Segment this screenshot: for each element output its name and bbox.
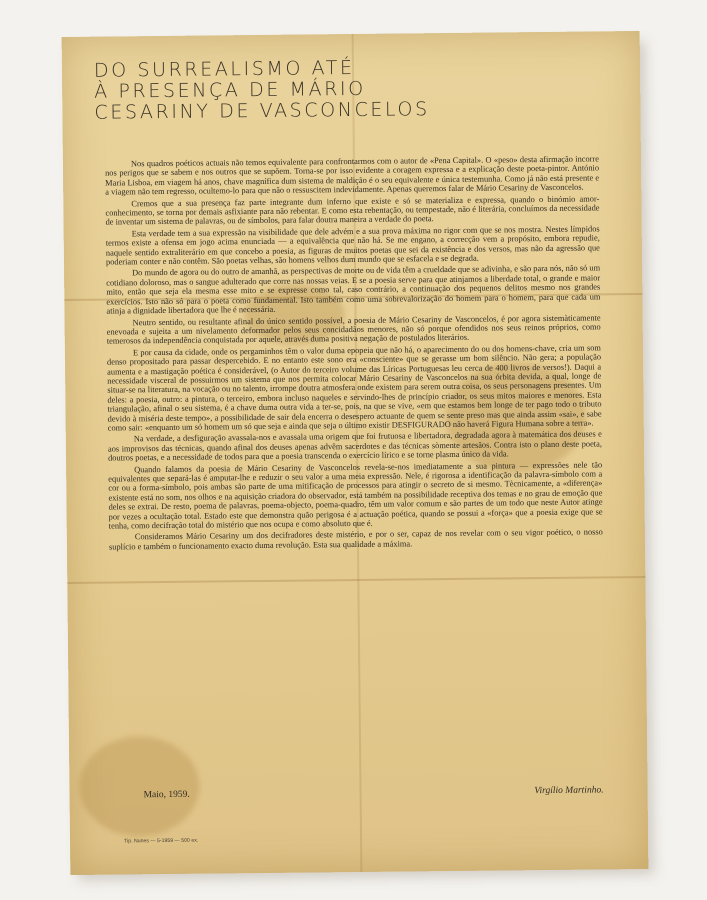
paper-stain (79, 736, 200, 837)
paragraph: E por causa da cidade, onde os pergaminhos têm o valor duma epopeia que não há, o aparecimento do ou dos homens-chave, cria um som denso propositado para passar despercebido. E no entanto este sono era «consciente» que se gerasse um bom silêncio. Não gera; a população aumenta e a mastigação poética é considerável, (o Autor do terceiro volume das Líricas Portuguesas leu cerca de 400 livros de versos!). Daqui a necessidade visceral de possuirmos um sistema que nos permita colocar Mário Cesariny de Vasconcelos na sua órbita devida, a qual, longe de situar-se na literatura, na vocação ou no talento, irrompe doutra atmosfera onde existem para serem outra coisa, os seus personagens presentes. Um deles: a poesia, outro: a pintura, o terceiro, embora incluso naqueles e servindo-lhes de princípio criador, os seus mitos maiores e menores. Esta triangulação, afinal o seu sistema, é a chave duma outra vida a ter-se, pois, na que se vive, «em que estamos bem longe de ter pago todo o tributo devido à miséria deste tempo», a possibilidade de sair dela encerra o desespero actuante de quem se sente preso mas que ainda assim «sai», e sabe como sair: «enquanto um só homem um só que seja e ainda que seja o último existir DESFIGURADO não haverá Figura Humana sobre a terra». (106, 343, 602, 433)
paragraph: Na verdade, a desfiguração avassala-nos e avassala uma origem que foi frutuosa e libertadora, degradada agora à matemática dos deuses e aos improvisos das técnicas, quando afinal dos deuses apenas advêm sacerdotes e das técnicas sòmente artesãos. Contra isto o plano deste poeta, doutros poetas, e a necessidade de todos para que a poesia transcenda o exercício lírico e se torne plasma único da vida. (107, 429, 602, 463)
title-line: CESARINY DE VASCONCELOS (94, 98, 430, 124)
document-sheet (62, 31, 649, 875)
printer-imprint: Tip. Nunes — 5-1959 — 500 ex. (124, 837, 199, 845)
paragraph: Quando falamos da poesia de Mário Cesariny de Vasconcelos revela-se-nos imediatamente a sua pintura — expressões nele tão equivalentes que separá-las é amputar-lhe e reduzir o seu valor a uma meia expressão. Nele, é rigorosa a identificação da palavra-símbolo com a cor ou a forma-símbolo, pois ambas são parte de uma mitificação de processos para atingir o secreto de si mesmo. Tècnicamente, a «diferença» existente está no som, nos olhos e na aquisição criadora do observador, está também na possibilidade receptiva dos temas e no grau de emoção que deles se extrai. De resto, poema de palavras, poema-objecto, poema-quadro, têm um valor comum e são partes de um todo que neste Autor atinge por vezes a ocultação total. Estado este que demonstra quão perigosa é a actuação poética, quando se possui a «força» que a poesia exige que se tenha, como decifração total do mistério que nos ocupa e como absoluto que é. (108, 460, 603, 531)
paragraph: Consideramos Mário Cesariny um dos decifradores deste mistério, e por o ser, capaz de nos revelar com o seu vigor poético, o nosso suplício e também o funcionamento exacto duma revolução. Esta sua qualidade a máxima. (108, 527, 603, 552)
author-name: Virgílio Martinho. (534, 785, 604, 797)
paragraph: Nos quadros poéticos actuais não temos equivalente para confrontarmos com o autor de «Pena Capital». O «peso» desta afirmação incorre nos perigos que se sabem e nos outros que se supõem. Torna-se por isso evidente a coragem expressa e a explicação deste poeta-pintor. António Maria Lisboa, em viagem há anos, chave magnífica dum sistema de maldição é o seu equivalente e única testemunha. Como já não está presente e a viagem não tem regresso, ocultemo-lo para que não o ressuscitem indevidamente. Apenas queremos falar de Mário Cesariny de Vasconcelos. (105, 154, 600, 197)
paragraph: Esta verdade tem a sua expressão na visibilidade que dele advém e a sua prova máxima no rigor com que se nos mostra. Nestes límpidos termos existe a ofensa em jogo acima enunciada — a equivalência que não há. Se me engano, a correcção vem a propósito, embora repudie, naquele sentido extraliterário em que concebo a poesia, as figuras de muitos poetas que sei da existência e dos versos, mas não da agressão que poderiam conter e não contêm. São poetas velhas, são homens velhos dum mundo que se esfacela e se degrada. (105, 224, 600, 267)
paragraph: Cremos que a sua presença faz parte integrante dum inferno que existe e só se materializa e expressa, quando o binómio amor-conhecimento, se torna por demais asfixiante para não rebentar. E como esta rebentação, ou tempestade, não é literária, concluímos da necessidade de inventar um sistema de palavras, ou de símbolos, para falar doutra maneira a verdade do poeta. (105, 194, 600, 228)
paragraph: Do mundo de agora ou do outro de amanhã, as perspectivas de morte ou de vida têm a crueldade que se adivinha, e são para nós, não só um cotidiano doloroso, mas o sangue adulterado que corre nas nossas veias. E se a poesia serve para que atinjamos a liberdade total, o grande e maior mito, então que seja ela mesma esse mito e se expresse como tal, caso contrário, a continuação dos pequenos delitos mesmo nos grandes exercícios. Isto não só para o poeta como fundamental. Isto também como uma sobrevalorização do homem para o homem, para que cada um atinja a dignidade libertadora que lhe é necessária. (106, 263, 601, 316)
document-title (94, 56, 515, 123)
paragraph: Neutro sentido, ou resultante afinal do único sentido possível, a poesia de Mário Cesariny de Vasconcelos, é por agora sistemàticamente enevoada e sujeita a um nivelamento deformador pelos seus concidadãos menores, não só porque ofendidos nos seus reinos próprios, como temerosos da independência conquistada por aquele, através duma positiva negação de postulados literários. (106, 312, 601, 346)
article-body (105, 154, 603, 553)
title-line: À PRESENÇA DE MÁRIO (94, 77, 366, 103)
document-date: Maio, 1959. (143, 789, 190, 801)
title-line: DO SURREALISMO ATÉ (93, 56, 355, 82)
